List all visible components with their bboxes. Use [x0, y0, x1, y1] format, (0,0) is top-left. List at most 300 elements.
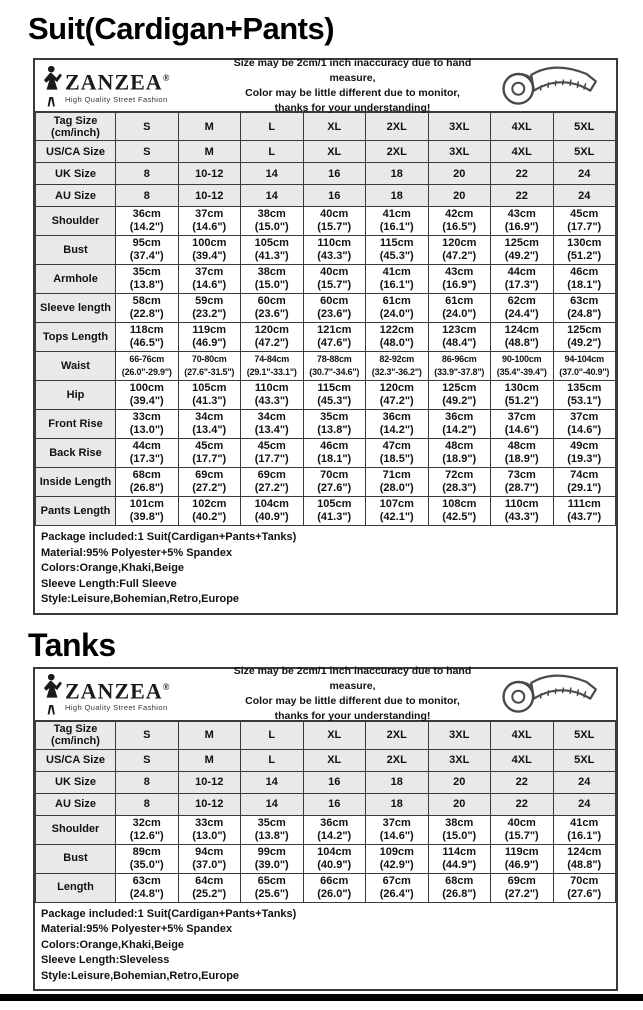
- measure-cell: [428, 294, 491, 323]
- size-cell: 18: [366, 793, 429, 815]
- value-inch: (44.9"): [442, 858, 477, 871]
- value-inch: (42.5"): [442, 511, 477, 523]
- value-inch: (39.4"): [129, 395, 164, 407]
- value-inch: (47.6"): [317, 337, 352, 349]
- measure-cell: [428, 381, 491, 410]
- measure-row: [36, 873, 616, 902]
- measure-cell: [116, 294, 179, 323]
- value-cm: 82-92cm: [379, 354, 415, 364]
- value-inch: (26.0"-29.9"): [121, 367, 172, 377]
- value-cm: 47cm: [382, 440, 411, 452]
- value-inch: (15.0"): [254, 221, 289, 233]
- value-inch: (48.4"): [442, 337, 477, 349]
- size-cell: L: [241, 141, 304, 163]
- note-style: Style:Leisure,Bohemian,Retro,Europe: [41, 593, 240, 605]
- size-row: [36, 721, 616, 749]
- measure-cell: [428, 207, 491, 236]
- value-cm: 125cm: [504, 237, 539, 249]
- value-cm: 72cm: [445, 469, 474, 481]
- measure-cell: [116, 815, 179, 844]
- size-cell: 22: [491, 185, 554, 207]
- size-cell: XL: [303, 721, 366, 749]
- value-inch: (26.4"): [379, 887, 414, 900]
- value-inch: (18.9"): [504, 453, 539, 465]
- measure-cell: [553, 815, 616, 844]
- measure-cell: [491, 265, 554, 294]
- measure-cell: [491, 381, 554, 410]
- value-cm: 118cm: [129, 324, 164, 336]
- measure-cell: [116, 844, 179, 873]
- tanks-header-band: [35, 665, 616, 722]
- measure-cell: [366, 497, 429, 526]
- value-inch: (23.6"): [254, 308, 289, 320]
- measure-cell: [553, 439, 616, 468]
- size-cell: 5XL: [553, 141, 616, 163]
- measure-cell: [491, 236, 554, 265]
- measure-cell: [553, 207, 616, 236]
- measure-cell: [491, 294, 554, 323]
- value-inch: (40.9"): [254, 511, 289, 523]
- size-row: [36, 141, 616, 163]
- value-cm: 95cm: [132, 237, 161, 249]
- value-inch: (32.3"-36.2"): [371, 367, 422, 377]
- measuring-tape-icon: [482, 62, 610, 110]
- value-inch: (46.9"): [504, 858, 539, 871]
- value-inch: (14.2"): [129, 221, 164, 233]
- value-cm: 59cm: [195, 295, 224, 307]
- size-row: [36, 771, 616, 793]
- value-cm: 78-88cm: [316, 354, 352, 364]
- value-cm: 110cm: [254, 382, 289, 394]
- value-cm: 37cm: [195, 208, 224, 220]
- measure-cell: [491, 323, 554, 352]
- value-cm: 33cm: [195, 816, 224, 829]
- value-cm: 104cm: [317, 845, 352, 858]
- measure-cell: [553, 873, 616, 902]
- value-cm: 40cm: [320, 208, 349, 220]
- size-cell: 14: [241, 185, 304, 207]
- value-inch: (53.1"): [567, 395, 602, 407]
- row-label: Bust: [36, 844, 116, 873]
- measure-cell: [303, 381, 366, 410]
- value-inch: (27.6"-31.5"): [184, 367, 235, 377]
- value-cm: 120cm: [254, 324, 289, 336]
- value-cm: 38cm: [445, 816, 474, 829]
- value-cm: 119cm: [192, 324, 227, 336]
- measure-cell: [241, 497, 304, 526]
- value-inch: (14.2"): [442, 424, 477, 436]
- measure-cell: [553, 410, 616, 439]
- value-cm: 111cm: [567, 498, 601, 510]
- size-cell: 4XL: [491, 113, 554, 141]
- value-inch: (15.0"): [442, 829, 477, 842]
- measure-cell: [491, 844, 554, 873]
- size-cell: 3XL: [428, 113, 491, 141]
- measure-cell: [366, 323, 429, 352]
- value-inch: (17.3"): [129, 453, 164, 465]
- value-cm: 45cm: [195, 440, 224, 452]
- measure-cell: [303, 873, 366, 902]
- value-inch: (37.0"-40.9"): [559, 367, 610, 377]
- measure-cell: [303, 352, 366, 381]
- value-cm: 43cm: [507, 208, 536, 220]
- value-inch: (26.8"): [442, 887, 477, 900]
- value-cm: 125cm: [442, 382, 477, 394]
- fashion-woman-icon: [41, 64, 63, 108]
- row-label: Tops Length: [36, 323, 116, 352]
- measure-cell: [241, 236, 304, 265]
- size-cell: 8: [116, 793, 179, 815]
- size-cell: 10-12: [178, 771, 241, 793]
- size-cell: L: [241, 749, 304, 771]
- value-inch: (27.6"): [567, 887, 602, 900]
- size-cell: S: [116, 749, 179, 771]
- measure-cell: [366, 844, 429, 873]
- measure-cell: [241, 207, 304, 236]
- value-cm: 45cm: [570, 208, 599, 220]
- value-cm: 120cm: [442, 237, 477, 249]
- row-label: Pants Length: [36, 497, 116, 526]
- value-inch: (41.3"): [254, 250, 289, 262]
- value-inch: (27.2"): [254, 482, 289, 494]
- value-inch: (47.2"): [254, 337, 289, 349]
- measure-cell: [491, 352, 554, 381]
- value-inch: (14.6"): [567, 424, 602, 436]
- value-inch: (47.2"): [442, 250, 477, 262]
- measure-cell: [553, 468, 616, 497]
- value-inch: (18.1"): [567, 279, 602, 291]
- value-cm: 90-100cm: [502, 354, 542, 364]
- value-cm: 58cm: [132, 295, 161, 307]
- measure-row: [36, 497, 616, 526]
- value-cm: 120cm: [379, 382, 414, 394]
- measure-row: [36, 468, 616, 497]
- measure-cell: [366, 352, 429, 381]
- size-disclaimer: [223, 56, 482, 116]
- value-inch: (12.6"): [129, 829, 164, 842]
- value-cm: 36cm: [132, 208, 161, 220]
- value-cm: 100cm: [192, 237, 227, 249]
- value-cm: 41cm: [382, 266, 411, 278]
- value-cm: 107cm: [379, 498, 414, 510]
- measure-cell: [303, 265, 366, 294]
- measure-cell: [178, 468, 241, 497]
- measure-cell: [116, 873, 179, 902]
- measure-cell: [428, 497, 491, 526]
- size-cell: M: [178, 113, 241, 141]
- value-cm: 74cm: [570, 469, 599, 481]
- size-cell: 16: [303, 163, 366, 185]
- note-material: Material:95% Polyester+5% Spandex: [41, 546, 233, 559]
- size-cell: 20: [428, 185, 491, 207]
- size-cell: 20: [428, 771, 491, 793]
- size-row: [36, 793, 616, 815]
- measure-cell: [116, 207, 179, 236]
- size-cell: 8: [116, 185, 179, 207]
- measure-cell: [241, 323, 304, 352]
- row-label: Hip: [36, 381, 116, 410]
- value-cm: 94-104cm: [564, 354, 604, 364]
- value-cm: 135cm: [567, 382, 602, 394]
- disclaimer-line: Size may be 2cm/1 inch inaccuracy due to hand measure,: [233, 56, 472, 84]
- value-inch: (17.3"): [504, 279, 539, 291]
- row-label: Armhole: [36, 265, 116, 294]
- size-cell: 22: [491, 771, 554, 793]
- measure-cell: [116, 410, 179, 439]
- size-cell: S: [116, 141, 179, 163]
- measure-cell: [366, 468, 429, 497]
- value-inch: (40.9"): [317, 858, 352, 871]
- value-inch: (14.6"): [379, 829, 414, 842]
- value-cm: 63cm: [132, 874, 161, 887]
- tanks-size-chart-box: [33, 667, 618, 992]
- row-label: Inside Length: [36, 468, 116, 497]
- value-inch: (39.8"): [129, 511, 164, 523]
- size-cell: S: [116, 113, 179, 141]
- value-cm: 37cm: [507, 411, 536, 423]
- size-cell: 22: [491, 793, 554, 815]
- measure-cell: [366, 873, 429, 902]
- size-cell: L: [241, 721, 304, 749]
- value-cm: 48cm: [507, 440, 536, 452]
- suit-size-table: [35, 112, 616, 526]
- value-inch: (25.6"): [254, 887, 289, 900]
- value-inch: (41.3"): [192, 395, 227, 407]
- value-cm: 105cm: [192, 382, 227, 394]
- registered-mark: ®: [162, 73, 171, 84]
- value-cm: 35cm: [320, 411, 349, 423]
- value-inch: (49.2"): [442, 395, 477, 407]
- row-label: US/CA Size: [36, 749, 116, 771]
- value-cm: 62cm: [507, 295, 536, 307]
- value-cm: 109cm: [379, 845, 414, 858]
- size-cell: 22: [491, 163, 554, 185]
- size-cell: 4XL: [491, 749, 554, 771]
- value-inch: (15.7"): [317, 221, 352, 233]
- size-cell: 18: [366, 771, 429, 793]
- value-cm: 70cm: [320, 469, 349, 481]
- value-cm: 68cm: [132, 469, 161, 481]
- value-cm: 69cm: [195, 469, 224, 481]
- note-package: Package included:1 Suit(Cardigan+Pants+Tanks): [41, 531, 297, 543]
- size-cell: 20: [428, 793, 491, 815]
- value-inch: (22.8"): [129, 308, 164, 320]
- value-cm: 130cm: [504, 382, 539, 394]
- size-cell: 4XL: [491, 141, 554, 163]
- value-cm: 60cm: [257, 295, 286, 307]
- measure-cell: [366, 439, 429, 468]
- value-cm: 74-84cm: [254, 354, 290, 364]
- value-cm: 122cm: [379, 324, 414, 336]
- value-cm: 99cm: [257, 845, 286, 858]
- value-inch: (15.0"): [254, 279, 289, 291]
- measure-cell: [491, 815, 554, 844]
- row-label: Front Rise: [36, 410, 116, 439]
- value-cm: 34cm: [195, 411, 224, 423]
- row-label: Back Rise: [36, 439, 116, 468]
- measure-cell: [553, 323, 616, 352]
- row-label: Tag Size (cm/inch): [36, 113, 116, 141]
- disclaimer-line: Color may be little different due to monitor,: [245, 695, 460, 707]
- size-cell: 10-12: [178, 793, 241, 815]
- size-cell: 24: [553, 771, 616, 793]
- measure-cell: [491, 497, 554, 526]
- disclaimer-line: Color may be little different due to monitor,: [245, 86, 460, 99]
- value-inch: (45.3"): [379, 250, 414, 262]
- measure-cell: [428, 323, 491, 352]
- size-row: [36, 113, 616, 141]
- measure-cell: [178, 410, 241, 439]
- value-inch: (27.2"): [504, 887, 539, 900]
- measure-cell: [178, 844, 241, 873]
- size-cell: 14: [241, 771, 304, 793]
- measure-cell: [241, 844, 304, 873]
- value-cm: 108cm: [442, 498, 477, 510]
- size-cell: 10-12: [178, 185, 241, 207]
- value-inch: (13.0"): [129, 424, 164, 436]
- measure-row: [36, 236, 616, 265]
- measure-cell: [178, 236, 241, 265]
- value-cm: 119cm: [504, 845, 539, 858]
- value-cm: 40cm: [320, 266, 349, 278]
- size-cell: 5XL: [553, 721, 616, 749]
- value-cm: 102cm: [192, 498, 227, 510]
- value-inch: (45.3"): [317, 395, 352, 407]
- value-inch: (16.9"): [504, 221, 539, 233]
- value-cm: 38cm: [257, 266, 286, 278]
- measure-cell: [241, 381, 304, 410]
- measure-cell: [491, 410, 554, 439]
- measure-row: [36, 410, 616, 439]
- measure-row: [36, 207, 616, 236]
- brand-logo-text: [65, 676, 170, 712]
- measure-cell: [366, 410, 429, 439]
- suit-section-title: Suit(Cardigan+Pants): [28, 11, 335, 46]
- value-inch: (14.2"): [317, 829, 352, 842]
- measure-cell: [178, 352, 241, 381]
- value-cm: 37cm: [195, 266, 224, 278]
- value-inch: (13.8"): [129, 279, 164, 291]
- measure-cell: [491, 873, 554, 902]
- value-inch: (17.7"): [254, 453, 289, 465]
- measure-cell: [428, 844, 491, 873]
- value-inch: (49.2"): [567, 337, 602, 349]
- value-inch: (40.2"): [192, 511, 227, 523]
- disclaimer-line: thanks for your understanding!: [274, 101, 431, 114]
- value-inch: (24.4"): [504, 308, 539, 320]
- size-cell: 14: [241, 163, 304, 185]
- measure-row: [36, 265, 616, 294]
- value-inch: (29.1"): [567, 482, 602, 494]
- measure-row: [36, 323, 616, 352]
- measure-cell: [178, 207, 241, 236]
- value-inch: (27.6"): [317, 482, 352, 494]
- value-cm: 89cm: [132, 845, 161, 858]
- value-cm: 104cm: [254, 498, 289, 510]
- measure-cell: [241, 815, 304, 844]
- value-inch: (51.2"): [504, 395, 539, 407]
- value-cm: 41cm: [570, 816, 599, 829]
- measure-row: [36, 294, 616, 323]
- brand-tagline: High Quality Street Fashion: [65, 94, 168, 104]
- size-cell: 3XL: [428, 141, 491, 163]
- suit-size-chart-box: [33, 58, 618, 615]
- measure-cell: [116, 468, 179, 497]
- value-cm: 70-80cm: [191, 354, 227, 364]
- value-cm: 114cm: [442, 845, 477, 858]
- size-cell: M: [178, 721, 241, 749]
- suit-header-band: [35, 56, 616, 114]
- row-label: AU Size: [36, 185, 116, 207]
- value-cm: 70cm: [570, 874, 599, 887]
- measure-row: [36, 352, 616, 381]
- size-cell: XL: [303, 113, 366, 141]
- value-cm: 46cm: [320, 440, 349, 452]
- measure-cell: [428, 352, 491, 381]
- value-cm: 36cm: [320, 816, 349, 829]
- value-cm: 110cm: [317, 237, 352, 249]
- value-inch: (42.9"): [379, 858, 414, 871]
- value-inch: (26.8"): [129, 482, 164, 494]
- value-inch: (42.1"): [379, 511, 414, 523]
- value-inch: (28.3"): [442, 482, 477, 494]
- row-label: AU Size: [36, 793, 116, 815]
- value-cm: 42cm: [445, 208, 474, 220]
- value-cm: 36cm: [445, 411, 474, 423]
- tanks-size-table: [35, 721, 616, 903]
- registered-mark: ®: [162, 681, 171, 692]
- value-inch: (41.3"): [317, 511, 352, 523]
- note-material: Material:95% Polyester+5% Spandex: [41, 923, 233, 935]
- value-inch: (14.6"): [192, 221, 227, 233]
- note-sleeve-length: Sleeve Length:Sleveless: [41, 954, 170, 966]
- value-cm: 45cm: [257, 440, 286, 452]
- measure-cell: [553, 497, 616, 526]
- value-inch: (29.1"-33.1"): [246, 367, 297, 377]
- measure-cell: [241, 873, 304, 902]
- measure-cell: [553, 294, 616, 323]
- measure-cell: [178, 381, 241, 410]
- value-inch: (35.0"): [129, 858, 164, 871]
- measure-cell: [366, 207, 429, 236]
- measure-cell: [178, 265, 241, 294]
- measure-cell: [116, 439, 179, 468]
- value-cm: 125cm: [567, 324, 602, 336]
- value-cm: 43cm: [445, 266, 474, 278]
- size-cell: 8: [116, 163, 179, 185]
- value-inch: (33.9"-37.8"): [434, 367, 485, 377]
- value-inch: (17.7"): [567, 221, 602, 233]
- size-cell: L: [241, 113, 304, 141]
- value-cm: 63cm: [570, 295, 599, 307]
- tanks-product-notes: [35, 903, 616, 990]
- value-inch: (27.2"): [192, 482, 227, 494]
- size-cell: 16: [303, 793, 366, 815]
- note-colors: Colors:Orange,Khaki,Beige: [41, 938, 185, 951]
- size-cell: 20: [428, 163, 491, 185]
- value-inch: (18.5"): [379, 453, 414, 465]
- size-cell: 16: [303, 771, 366, 793]
- disclaimer-line: Size may be 2cm/1 inch inaccuracy due to hand measure,: [233, 665, 472, 692]
- measure-cell: [366, 294, 429, 323]
- value-inch: (13.8"): [317, 424, 352, 436]
- measure-row: [36, 439, 616, 468]
- value-cm: 41cm: [382, 208, 411, 220]
- value-inch: (14.2"): [379, 424, 414, 436]
- value-cm: 130cm: [567, 237, 602, 249]
- value-cm: 32cm: [132, 816, 161, 829]
- measure-cell: [553, 381, 616, 410]
